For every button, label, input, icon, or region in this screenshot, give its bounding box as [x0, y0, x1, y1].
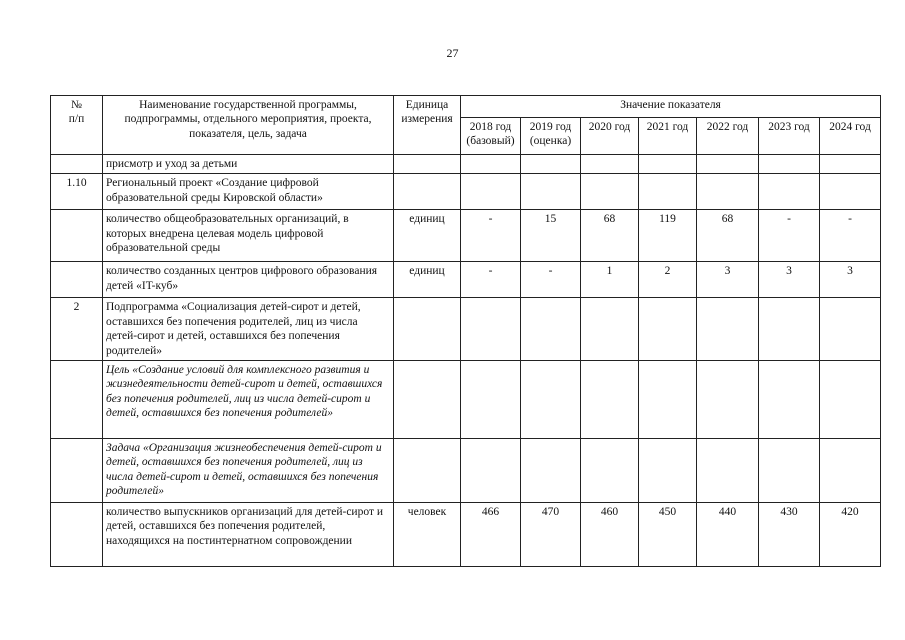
row-value	[820, 174, 881, 210]
row-value	[581, 155, 639, 174]
row-unit	[394, 174, 461, 210]
row-value	[521, 174, 581, 210]
row-value	[759, 155, 820, 174]
row-value	[581, 360, 639, 438]
table-row	[51, 210, 881, 262]
row-value: -	[759, 210, 820, 262]
header-year: 2024 год	[820, 117, 881, 154]
row-value: -	[521, 262, 581, 298]
row-value: 440	[697, 502, 759, 566]
row-value	[581, 298, 639, 361]
header-year: 2022 год	[697, 117, 759, 154]
row-value	[461, 298, 521, 361]
row-value	[521, 360, 581, 438]
row-value: 68	[581, 210, 639, 262]
row-num	[51, 502, 103, 566]
row-value: 2	[639, 262, 697, 298]
row-name: Подпрограмма «Социализация детей-сирот и детей, оставшихся без попечения родителей, лиц из числа детей-сирот и детей, оставшихся без попечения родителей»	[103, 298, 394, 361]
row-name: количество общеобразовательных организаций, в которых внедрена целевая модель цифровой образовательной среды	[103, 210, 394, 262]
row-value	[581, 174, 639, 210]
table-row	[51, 438, 881, 502]
table-row	[51, 174, 881, 210]
row-unit: единиц	[394, 262, 461, 298]
row-value: 3	[820, 262, 881, 298]
table-row	[51, 502, 881, 566]
table-row	[51, 298, 881, 361]
header-year: 2023 год	[759, 117, 820, 154]
row-name: Задача «Организация жизнеобеспечения детей-сирот и детей, оставшихся без попечения родителей, лиц из числа детей-сирот и детей, оставшихся без попечения родителей»	[103, 438, 394, 502]
row-value: 3	[697, 262, 759, 298]
row-value: 68	[697, 210, 759, 262]
row-value	[759, 360, 820, 438]
header-num: № п/п	[51, 96, 103, 155]
row-value: 420	[820, 502, 881, 566]
header-unit: Единица измерения	[394, 96, 461, 155]
row-unit	[394, 438, 461, 502]
row-value: 119	[639, 210, 697, 262]
row-value: -	[461, 262, 521, 298]
row-unit: человек	[394, 502, 461, 566]
row-value	[639, 174, 697, 210]
header-year: 2021 год	[639, 117, 697, 154]
row-num	[51, 210, 103, 262]
row-value	[639, 298, 697, 361]
indicators-table	[50, 95, 881, 567]
row-unit	[394, 155, 461, 174]
table-row	[51, 360, 881, 438]
row-value: -	[820, 210, 881, 262]
row-value	[521, 155, 581, 174]
row-value	[820, 298, 881, 361]
row-value: 430	[759, 502, 820, 566]
row-value	[759, 174, 820, 210]
row-num: 2	[51, 298, 103, 361]
row-num: 1.10	[51, 174, 103, 210]
row-value	[759, 298, 820, 361]
row-value	[461, 438, 521, 502]
row-value: 1	[581, 262, 639, 298]
row-value: 450	[639, 502, 697, 566]
header-row	[51, 96, 881, 118]
row-value	[697, 155, 759, 174]
row-name: количество выпускников организаций для детей-сирот и детей, оставшихся без попечения родителей, находящихся на постинтернатном сопровождении	[103, 502, 394, 566]
row-value	[697, 298, 759, 361]
row-value	[759, 438, 820, 502]
header-year: 2019 год (оценка)	[521, 117, 581, 154]
header-year: 2020 год	[581, 117, 639, 154]
row-value	[461, 360, 521, 438]
row-value	[820, 360, 881, 438]
row-value	[697, 360, 759, 438]
page-number: 27	[446, 46, 459, 60]
row-value	[461, 174, 521, 210]
row-value: 470	[521, 502, 581, 566]
row-value	[521, 438, 581, 502]
header-value-group: Значение показателя	[461, 96, 881, 118]
row-value: 466	[461, 502, 521, 566]
table-row	[51, 155, 881, 174]
row-value: -	[461, 210, 521, 262]
row-value	[521, 298, 581, 361]
row-value	[697, 438, 759, 502]
row-unit: единиц	[394, 210, 461, 262]
row-name: присмотр и уход за детьми	[103, 155, 394, 174]
table-row	[51, 262, 881, 298]
header-name: Наименование государственной программы, подпрограммы, отдельного мероприятия, проекта, показателя, цель, задача	[103, 96, 394, 155]
row-value: 3	[759, 262, 820, 298]
row-value: 15	[521, 210, 581, 262]
row-value	[461, 155, 521, 174]
row-name: Цель «Создание условий для комплексного развития и жизнедеятельности детей-сирот и детей, оставшихся без попечения родителей, лиц из числа детей-сирот и детей, оставшихся без попечения родителей»	[103, 360, 394, 438]
row-name: количество созданных центров цифрового образования детей «IT-куб»	[103, 262, 394, 298]
row-unit	[394, 360, 461, 438]
row-unit	[394, 298, 461, 361]
row-num	[51, 155, 103, 174]
row-value	[820, 155, 881, 174]
row-num	[51, 360, 103, 438]
row-value: 460	[581, 502, 639, 566]
row-value	[820, 438, 881, 502]
row-num	[51, 262, 103, 298]
row-value	[697, 174, 759, 210]
row-value	[639, 155, 697, 174]
row-name: Региональный проект «Создание цифровой образовательной среды Кировской области»	[103, 174, 394, 210]
row-num	[51, 438, 103, 502]
row-value	[581, 438, 639, 502]
row-value	[639, 438, 697, 502]
row-value	[639, 360, 697, 438]
header-year: 2018 год (базовый)	[461, 117, 521, 154]
